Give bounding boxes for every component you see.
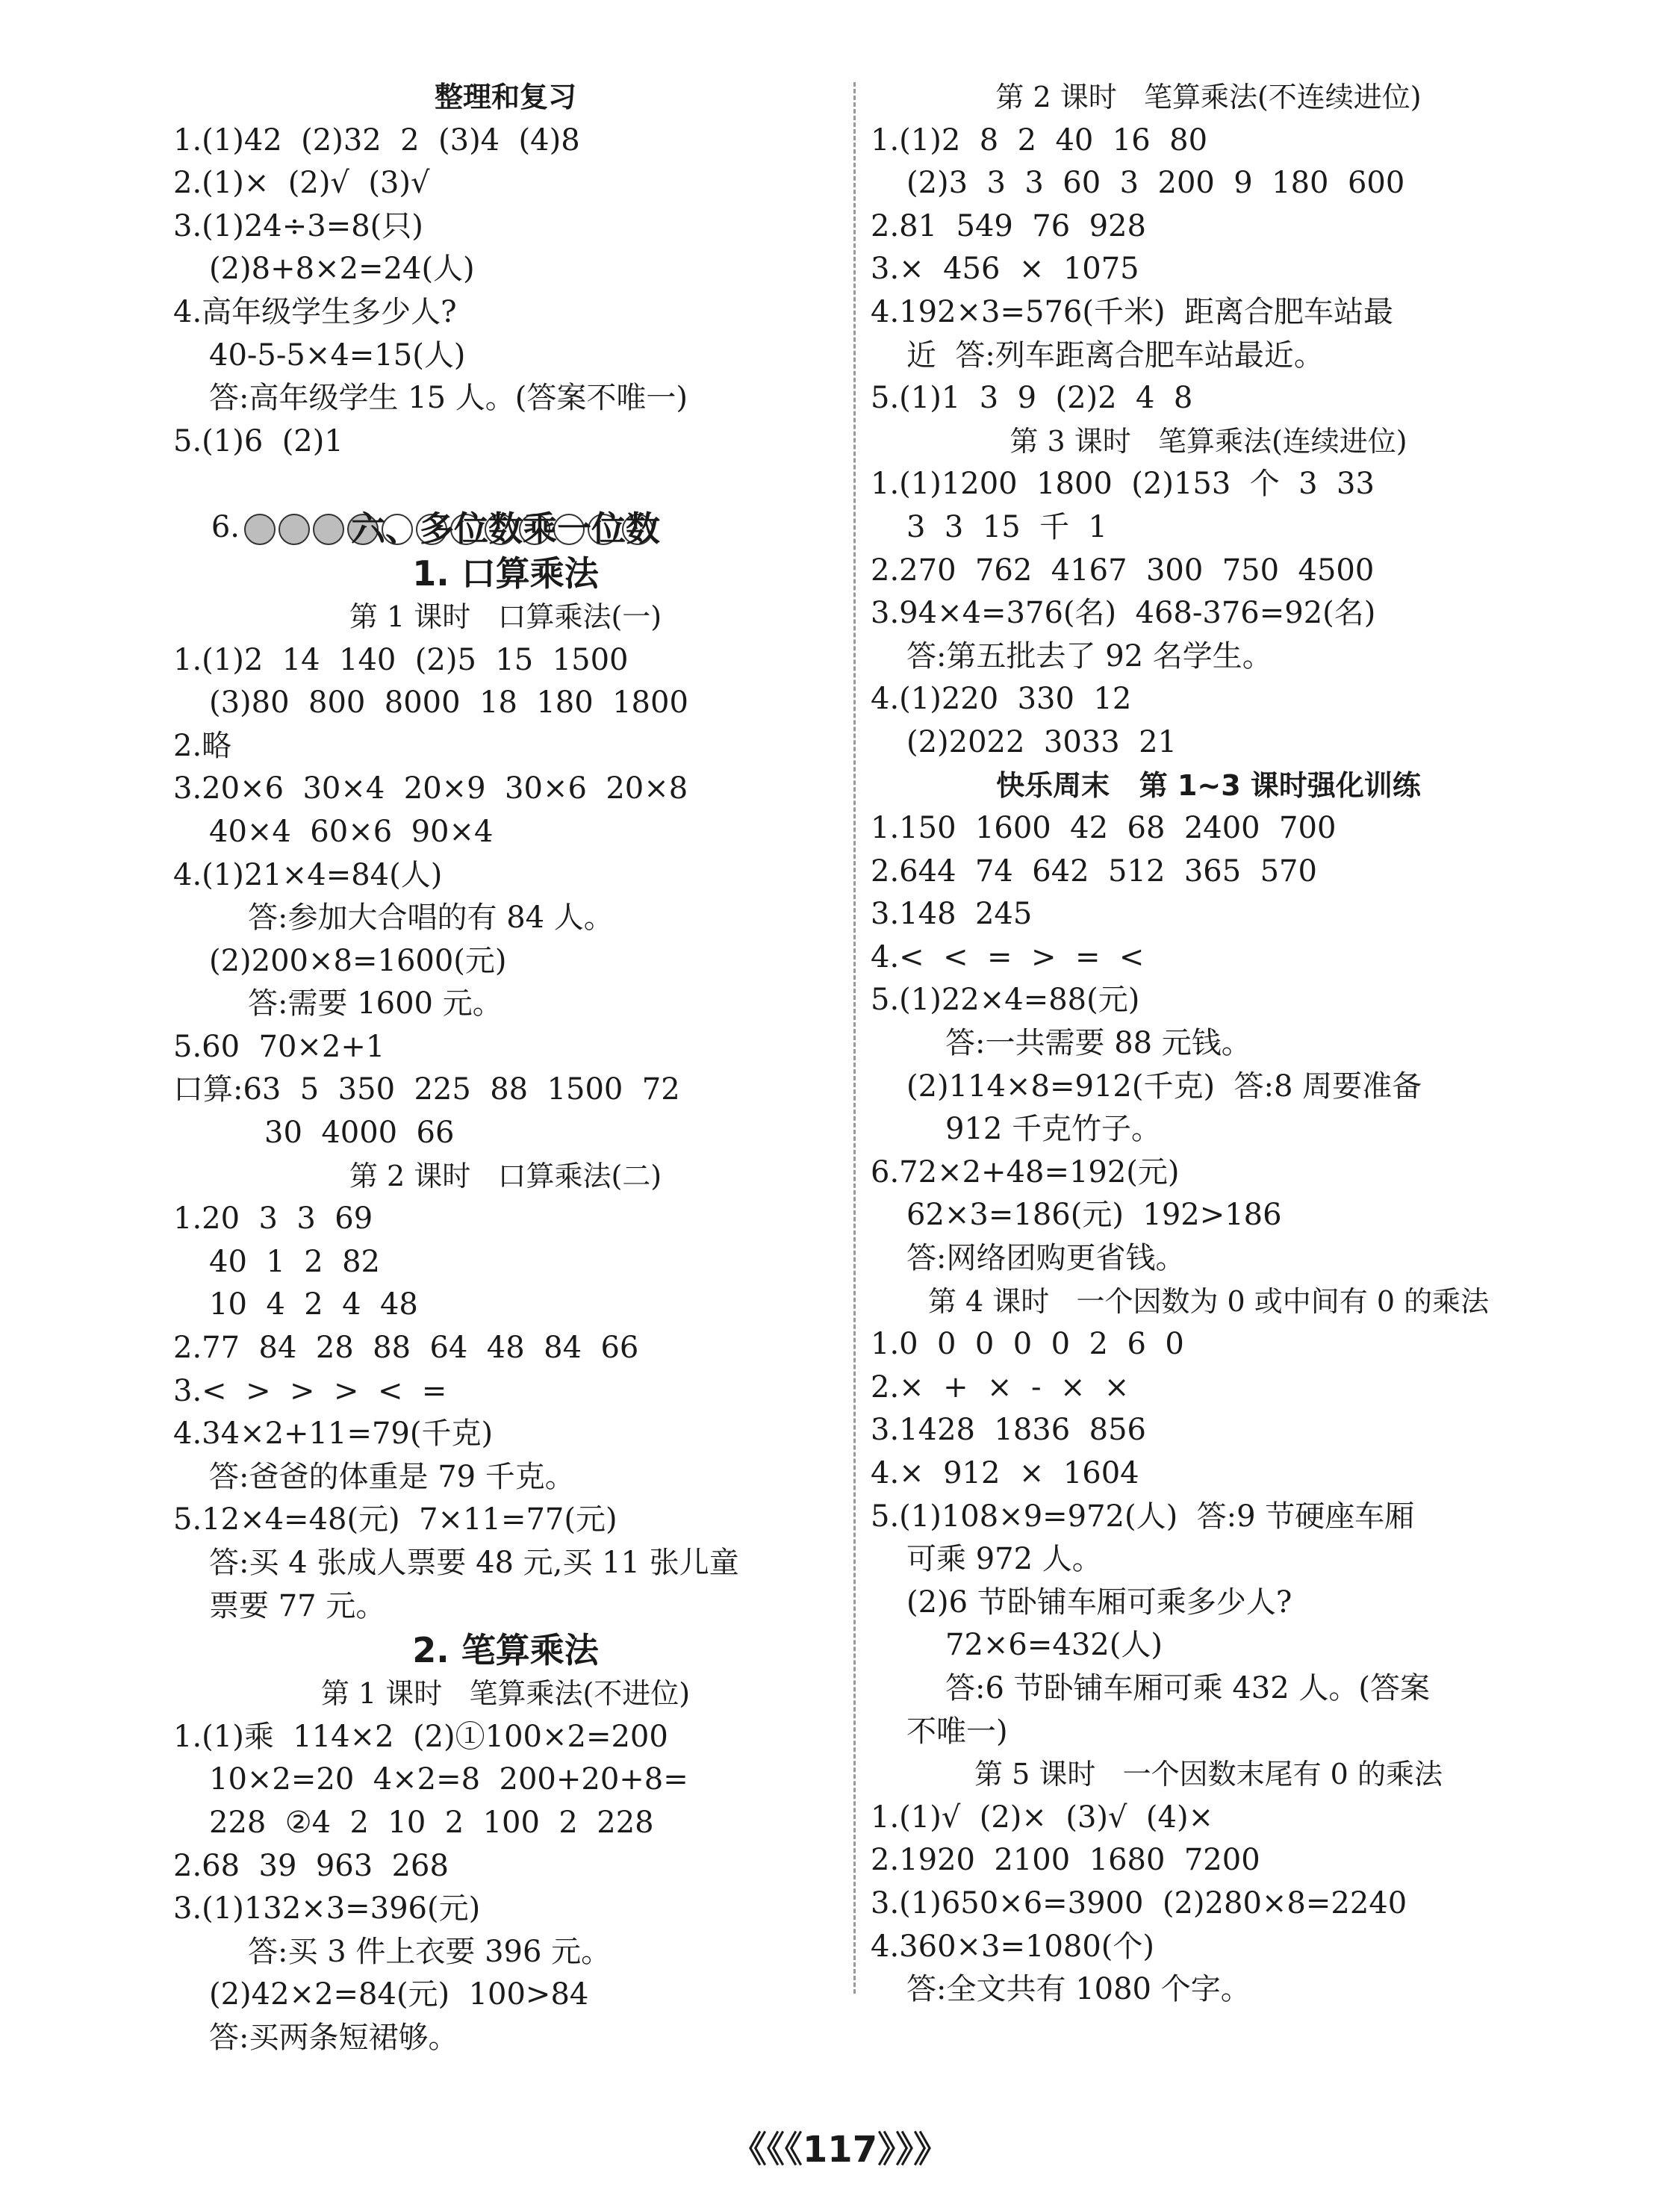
lesson-title: 第 5 课时 一个因数末尾有 0 的乘法 [974, 1758, 1443, 1791]
answer-line: 72×6=432(人) [945, 1628, 1163, 1663]
answer-line: 3.(1)650×6=3900 (2)280×8=2240 [871, 1885, 1407, 1920]
answer-line: 答:全文共有 1080 个字。 [906, 1972, 1251, 2007]
answer-line: 1.(1)42 (2)32 2 (3)4 (4)8 [173, 122, 580, 158]
lesson-title: 第 3 课时 笔算乘法(连续进位) [1009, 424, 1407, 458]
section-title-review: 整理和复习 [434, 81, 576, 113]
answer-line: 1.(1)1200 1800 (2)153 个 3 33 [871, 467, 1375, 502]
answer-line: 1.150 1600 42 68 2400 700 [871, 811, 1337, 846]
answer-line: 1.(1)2 8 2 40 16 80 [871, 122, 1208, 158]
page-number [0, 2121, 1680, 2172]
answer-line: 答:参加大合唱的有 84 人。 [248, 901, 614, 936]
answer-line: 答:爸爸的体重是 79 千克。 [209, 1459, 575, 1494]
answer-line: 4.34×2+11=79(千克) [173, 1416, 494, 1452]
answer-line: 3.20×6 30×4 20×9 30×6 20×8 [173, 771, 688, 806]
lesson-title: 第 2 课时 口算乘法(二) [349, 1159, 662, 1192]
answer-number: 6. [211, 509, 240, 544]
answer-line: 不唯一) [906, 1714, 1008, 1749]
filled-circle [244, 514, 276, 545]
answer-line: 3.× 456 × 1075 [871, 252, 1139, 287]
answer-line: 2.644 74 642 512 365 570 [871, 853, 1317, 889]
answer-line: (3)80 800 8000 18 180 1800 [209, 685, 688, 721]
answer-line: 4.360×3=1080(个) [871, 1929, 1154, 1964]
answer-line: 5.(1)108×9=972(人) 答:9 节硬座车厢 [871, 1499, 1415, 1534]
answer-line: 1.(1)2 14 140 (2)5 15 1500 [173, 642, 629, 677]
answer-line: 答:第五批去了 92 名学生。 [906, 638, 1272, 674]
answer-line: 答:6 节卧铺车厢可乘 432 人。(答案 [945, 1670, 1431, 1705]
answer-line: 2.81 549 76 928 [871, 208, 1146, 243]
answer-line: (2)114×8=912(千克) 答:8 周要准备 [906, 1069, 1422, 1104]
answer-line: 3.(1)132×3=396(元) [173, 1891, 481, 1926]
page-number-deco-right: 》》》 [877, 2129, 950, 2171]
answer-line: 口算:63 5 350 225 88 1500 72 [173, 1072, 680, 1107]
answer-line: 5.12×4=48(元) 7×11=77(元) [173, 1502, 617, 1537]
answer-line: 答:网络团购更省钱。 [906, 1241, 1186, 1276]
lesson-title: 第 1 课时 口算乘法(一) [349, 600, 662, 633]
answer-line: 2.270 762 4167 300 750 4500 [871, 553, 1375, 588]
answer-line: 近 答:列车距离合肥车站最近。 [906, 338, 1324, 373]
page-number-deco-left: 《《《 [730, 2129, 803, 2171]
answer-line: 30 4000 66 [264, 1116, 455, 1151]
answer-line: 2.× + × - × × [871, 1369, 1130, 1405]
answer-line: (2)2022 3033 21 [906, 724, 1177, 759]
answer-line: 1.(1)乘 114×2 (2)①100×2=200 [173, 1719, 668, 1754]
answer-line: 答:买两条短裙够。 [209, 2020, 458, 2055]
answer-line: 1.(1)√ (2)× (3)√ (4)× [871, 1800, 1214, 1835]
answer-line: 40×4 60×6 90×4 [209, 814, 494, 849]
answer-line: 2.(1)× (2)√ (3)√ [173, 166, 430, 201]
answer-line: 2.1920 2100 1680 7200 [871, 1843, 1260, 1878]
answer-line: 1.0 0 0 0 0 2 6 0 [871, 1327, 1184, 1362]
answer-line: 3.1428 1836 856 [871, 1413, 1146, 1448]
answer-line: (2)6 节卧铺车厢可乘多少人? [906, 1584, 1292, 1620]
answer-line: 6.72×2+48=192(元) [871, 1154, 1180, 1189]
unit-title: 六、多位数乘一位数 [351, 508, 660, 549]
right-column [871, 76, 1546, 2012]
column-divider [853, 82, 856, 1994]
answer-line: 4.× 912 × 1604 [871, 1456, 1139, 1490]
answer-line: 3.< > > > < = [173, 1373, 447, 1408]
filled-circle [279, 514, 310, 545]
answer-line: 62×3=186(元) 192>186 [906, 1198, 1282, 1233]
lesson-title: 第 1 课时 笔算乘法(不进位) [320, 1677, 691, 1711]
lesson-title: 第 4 课时 一个因数为 0 或中间有 0 的乘法 [927, 1284, 1490, 1318]
answer-line: 2.77 84 28 88 64 48 84 66 [173, 1331, 639, 1366]
lesson-title: 第 2 课时 笔算乘法(不连续进位) [995, 81, 1422, 113]
answer-line: 答:买 3 件上衣要 396 元。 [248, 1934, 612, 1969]
answer-line: 答:一共需要 88 元钱。 [945, 1026, 1251, 1061]
answer-line: (2)8+8×2=24(人) [209, 252, 475, 287]
answer-line: 1.20 3 3 69 [173, 1201, 373, 1237]
weekend-training-title: 快乐周末 第 1~3 课时强化训练 [996, 768, 1421, 802]
answer-line: 4.(1)21×4=84(人) [173, 857, 443, 892]
answer-line: 2.68 39 963 268 [173, 1848, 449, 1883]
answer-line: 答:需要 1600 元。 [248, 986, 503, 1021]
filled-circle [313, 514, 344, 545]
answer-line: (2)200×8=1600(元) [209, 943, 507, 978]
answer-line: 答:买 4 张成人票要 48 元,买 11 张儿童 [209, 1546, 739, 1580]
answer-line: 4.高年级学生多少人? [173, 294, 457, 329]
answer-line: 答:高年级学生 15 人。(答案不唯一) [209, 381, 688, 416]
answer-line: 2.略 [173, 728, 232, 763]
page-number-value: 117 [802, 2129, 878, 2171]
answer-line: 4.192×3=576(千米) 距离合肥车站最 [871, 294, 1393, 329]
answer-line: (2)3 3 3 60 3 200 9 180 600 [906, 166, 1405, 201]
section-title: 1. 口算乘法 [412, 553, 599, 594]
answer-line: 5.(1)22×4=88(元) [871, 983, 1140, 1018]
answer-line: 4.(1)220 330 12 [871, 682, 1132, 717]
answer-line: 5.(1)1 3 9 (2)2 4 8 [871, 381, 1193, 416]
answer-line: 10 4 2 4 48 [209, 1287, 418, 1322]
answer-line: 5.60 70×2+1 [173, 1029, 385, 1064]
answer-line: 40 1 2 82 [209, 1244, 380, 1279]
answer-line: 3 3 15 千 1 [906, 509, 1107, 544]
answer-line: 10×2=20 4×2=8 200+20+8= [209, 1762, 688, 1797]
left-column [173, 76, 838, 2060]
section-title: 2. 笔算乘法 [412, 1630, 599, 1671]
answer-line: 228 ②4 2 10 2 100 2 228 [209, 1805, 654, 1840]
answer-line: 可乘 972 人。 [906, 1542, 1102, 1577]
answer-line: 5.(1)6 (2)1 [173, 423, 343, 458]
answer-line: 912 千克竹子。 [945, 1112, 1162, 1147]
answer-line: 票要 77 元。 [209, 1588, 386, 1623]
answer-line: 3.94×4=376(名) 468-376=92(名) [871, 596, 1376, 631]
answer-line: 3.148 245 [871, 897, 1033, 932]
answer-line: 4.< < = > = < [871, 939, 1145, 974]
answer-line: 40-5-5×4=15(人) [209, 338, 466, 373]
answer-line: (2)42×2=84(元) 100>84 [209, 1977, 589, 2012]
answer-line: 3.(1)24÷3=8(只) [173, 208, 423, 243]
